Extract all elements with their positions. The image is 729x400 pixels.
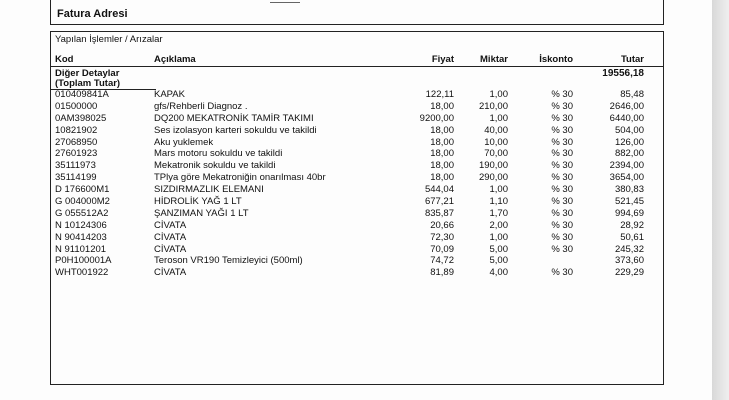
col-header-kod: Kod [55,54,74,65]
cell-miktar: 5,00 [489,243,508,255]
cell-miktar: 1,70 [489,207,508,219]
cell-iskonto: % 30 [551,100,573,112]
cell-fiyat: 835,87 [424,207,454,219]
cell-tutar: 245,32 [614,243,644,255]
cell-kod: 0AM398025 [55,112,107,124]
cell-tutar: 28,92 [620,219,644,231]
cell-aciklama: DQ200 MEKATRONİK TAMİR TAKIMI [154,112,314,124]
address-label: Fatura Adresi [57,8,128,20]
cell-miktar: 1,00 [489,184,508,196]
cell-iskonto: % 30 [551,219,573,231]
cell-fiyat: 18,00 [430,172,454,184]
cell-iskonto: % 30 [551,89,573,100]
cell-fiyat: 81,89 [430,267,454,279]
cell-fiyat: 72,30 [430,231,454,243]
cell-miktar: 70,00 [484,148,508,160]
cell-tutar: 2646,00 [609,100,644,112]
cell-iskonto: % 30 [551,148,573,160]
table-row [51,184,663,196]
cell-kod: N 90414203 [55,231,107,243]
table-row [51,232,663,244]
address-box [50,0,664,25]
cell-tutar: 373,60 [614,255,644,267]
table-row [51,148,663,160]
cell-kod: G 055512A2 [55,207,109,219]
col-header-aciklama: Açıklama [154,54,196,65]
cell-kod: WHT001922 [55,267,109,279]
cell-fiyat: 677,21 [424,196,454,208]
cell-aciklama: Mars motoru sokuldu ve takildi [154,148,283,160]
cell-tutar: 2394,00 [609,160,644,172]
cell-iskonto: % 30 [551,136,573,148]
cell-iskonto: % 30 [551,196,573,208]
cell-fiyat: 122,11 [425,89,454,100]
cell-fiyat: 9200,00 [419,112,454,124]
cell-kod: 27601923 [55,148,98,160]
table-row [51,244,663,256]
cell-miktar: 1,00 [489,112,508,124]
col-header-iskonto: İskonto [539,54,573,65]
table-row [51,196,663,208]
cell-fiyat: 18,00 [430,160,454,172]
cell-aciklama: Mekatronik sokuldu ve takildi [154,160,276,172]
cell-kod: D 176600M1 [55,184,110,196]
cell-aciklama: CİVATA [154,267,187,279]
cell-fiyat: 74,72 [430,255,454,267]
cell-aciklama: CİVATA [154,243,187,255]
cell-iskonto: % 30 [551,172,573,184]
cell-miktar: 10,00 [484,136,508,148]
cell-iskonto: % 30 [551,243,573,255]
page-edge [712,0,729,400]
cell-fiyat: 18,00 [430,100,454,112]
cell-miktar: 190,00 [478,160,508,172]
table-row [51,208,663,220]
cell-tutar: 85,48 [620,89,644,100]
table-row [51,220,663,232]
table-row [51,125,663,137]
cell-kod: 35111973 [55,160,96,172]
table-row [51,137,663,149]
cell-kod: P0H100001A [55,255,112,267]
cell-miktar: 1,10 [489,196,508,208]
cell-iskonto: % 30 [551,207,573,219]
section-title: Yapılan İşlemler / Arızalar [55,34,163,45]
col-header-miktar: Miktar [480,54,508,65]
summary-diger-label: Diğer Detaylar [55,68,120,79]
cell-miktar: 1,00 [489,231,508,243]
table-row [51,113,663,125]
cell-iskonto: % 30 [551,231,573,243]
cell-kod: 35114199 [55,172,97,184]
cell-aciklama: gfs/Rehberli Diagnoz . [154,100,248,112]
cell-iskonto: % 30 [551,112,573,124]
cell-fiyat: 544,04 [424,184,454,196]
cell-tutar: 380,83 [614,184,644,196]
cell-iskonto: % 30 [551,160,573,172]
operations-table [50,31,664,385]
cell-tutar: 50,61 [620,231,644,243]
cell-miktar: 210,00 [478,100,508,112]
cell-fiyat: 70,09 [430,243,454,255]
cell-tutar: 994,69 [614,207,644,219]
cell-aciklama: Ses izolasyon karteri sokuldu ve takildi [154,124,317,136]
cell-tutar: 521,45 [614,196,644,208]
cell-miktar: 5,00 [489,255,508,267]
cell-iskonto: % 30 [551,184,573,196]
cell-tutar: 504,00 [614,124,644,136]
cell-tutar: 6440,00 [609,112,644,124]
table-row [51,267,663,279]
cell-aciklama: ŞANZIMAN YAĞI 1 LT [154,207,249,219]
cell-kod: 27068950 [55,136,98,148]
cell-kod: 01500000 [55,100,98,112]
header-divider [51,66,663,67]
cell-tutar: 126,00 [614,136,644,148]
cell-miktar: 1,00 [489,89,508,100]
cell-aciklama: TPlya göre Mekatroniğin onarılması 40br [154,172,326,184]
cell-kod: 10821902 [55,124,98,136]
cell-fiyat: 18,00 [430,136,454,148]
cell-tutar: 229,29 [614,267,644,279]
cell-fiyat: 18,00 [430,124,454,136]
cell-fiyat: 20,66 [430,219,454,231]
table-row [51,160,663,172]
cell-miktar: 290,00 [478,172,508,184]
cell-kod: G 004000M2 [55,196,110,208]
cell-kod: N 10124306 [55,219,107,231]
cell-iskonto: % 30 [551,124,573,136]
summary-total-value: 19556,18 [602,68,644,79]
table-body [51,89,663,279]
cell-aciklama: CİVATA [154,219,187,231]
cell-iskonto: % 30 [551,267,573,279]
cell-miktar: 40,00 [484,124,508,136]
cell-aciklama: SIZDIRMAZLIK ELEMANI [154,184,264,196]
cell-tutar: 882,00 [614,148,644,160]
cell-miktar: 4,00 [489,267,508,279]
table-row [51,255,663,267]
table-row [51,172,663,184]
cell-miktar: 2,00 [489,219,508,231]
col-header-fiyat: Fiyat [431,54,454,65]
cell-aciklama: HİDROLİK YAĞ 1 LT [154,196,242,208]
cell-fiyat: 18,00 [430,148,454,160]
summary-toplam-label: (Toplam Tutar) [55,78,121,89]
cell-kod: N 91101201 [55,243,107,255]
table-row [51,89,663,101]
cell-aciklama: KAPAK [154,89,185,100]
cell-kod: 010409841A [55,89,109,100]
cell-aciklama: Teroson VR190 Temizleyici (500ml) [154,255,303,267]
table-row [51,101,663,113]
col-header-tutar: Tutar [620,54,644,65]
cell-aciklama: CİVATA [154,231,187,243]
cell-tutar: 3654,00 [609,172,644,184]
cell-aciklama: Aku yuklemek [154,136,214,148]
